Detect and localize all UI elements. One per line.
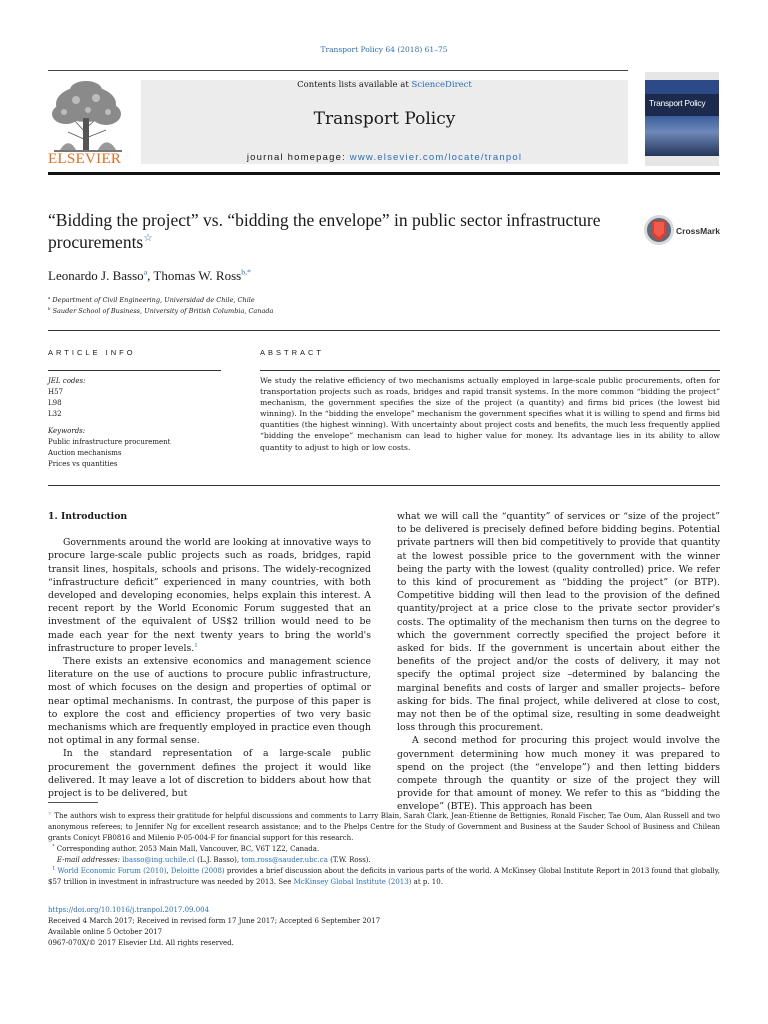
article-history: [48, 905, 720, 949]
body-paragraph: In the standard representation of a large-scale public procurement the government defines the project it would like delivered. It may leave a lot of discretion to bidders about how that project is to be delivered, but: [48, 748, 371, 800]
body-paragraph: [48, 536, 371, 655]
body-paragraph-text: Governments around the world are looking at innovative ways to procure large-scale public projects such as roads, bridges, rapid transit lines, hospitals, schools and prisons. The widely-recognized “infrastructure deficit” experienced in many countries, with both developed and developing economies, helps explain this interest. A recent report by the World Economic Forum suggested that an investment of the equivalent of US$2 trillion would need to be made each year for the next twenty years to bring the world's infrastructure to proper levels.: [48, 537, 371, 654]
author-separator: ,: [147, 268, 154, 283]
affiliation-b-mark: b: [48, 305, 51, 311]
affiliation-a: [48, 296, 255, 304]
affil-ref-b[interactable]: [241, 268, 251, 277]
abstract-heading-rule: [260, 370, 720, 371]
affiliation-b-text: Sauder School of Business, University of British Columbia, Canada: [52, 307, 274, 315]
footnote-rule: [48, 802, 98, 803]
ref-link-mckinsey[interactable]: McKinsey Global Institute (2013): [293, 878, 412, 886]
copyright: 0967-070X/© 2017 Elsevier Ltd. All rights reserved.: [48, 939, 234, 947]
email-name-basso: (L.J. Basso),: [194, 856, 242, 864]
author-list: [48, 268, 251, 284]
title-footnote-mark[interactable]: ☆: [143, 233, 153, 245]
header-bottom-rule: [48, 172, 720, 175]
contents-available-line: [141, 80, 628, 90]
footnote-corresponding: [48, 844, 720, 855]
received-dates: Received 4 March 2017; Received in revised form 17 June 2017; Accepted 6 September 2017: [48, 917, 381, 925]
email-link-basso[interactable]: lbasso@ing.uchile.cl: [122, 856, 195, 864]
homepage-prefix: journal homepage:: [246, 152, 350, 163]
keyword: Prices vs quantities: [48, 460, 118, 468]
footnote-corr-mark: *: [52, 843, 55, 849]
affiliation-b: [48, 307, 273, 315]
journal-cover[interactable]: [645, 72, 719, 166]
affil-ref-b-letter[interactable]: b,: [241, 267, 248, 277]
jel-code: L98: [48, 399, 62, 407]
article-title: [48, 209, 608, 253]
abstract-heading: ABSTRACT: [260, 348, 325, 357]
abstract-text: We study the relative efficiency of two mechanisms actually employed in large-scale public procurements, often for transportation projects such as roads, bridges and rapid transit systems. In the more common “bidding the project” mechanism, the government specifies the size of the project (a quantity) and firms bid prices (the lowest bid winning). In the “bidding the envelope” mechanism the government specifies what it is willing to spend and firms bid quantities (the highest winning). With uncertainty about project costs and benefits, the much less frequently applied “bidding the envelope” mechanism can lead to higher value for money. Its advantage lies in its ability to allow quantity to adjust to high or low costs.: [260, 376, 720, 452]
abstract-bottom-rule: [48, 485, 720, 486]
author-basso: Leonardo J. Basso: [48, 268, 144, 283]
affiliation-a-text: Department of Civil Engineering, Universidad de Chile, Chile: [52, 296, 255, 304]
jel-code: L32: [48, 410, 62, 418]
affiliation-a-mark: a: [48, 294, 51, 300]
doi-link[interactable]: https://doi.org/10.1016/j.tranpol.2017.09.004: [48, 906, 210, 914]
footnote-acknowledgement-text: The authors wish to express their gratitude for helpful discussions and comments to Larry Blain, Sarah Clark, Jean-Etienne de Bettignies, Ronald Fischer, Tae Oum, Alan Russell and two anonymous referees; to Jennifer Ng for excellent research assistance; and to the Phelps Centre for the Study of Government and Business at the Sauder School of Business and Chilean grants Conicyt FB0816 and Milenio P-05-004-F for financial support for this research.: [48, 812, 720, 842]
body-paragraph: what we will call the “quantity” of services or “size of the project” to be delivered is precisely defined before bidding begins. Potential private partners will then bid competitively to provide that quantity at the lowest possible price to the government with the winner being the party with the lowest (quality controlled) price. We refer to this kind of procurement as “bidding the project” (or BTP). Competitive bidding will then lead to the provision of the defined quantity/project at a price close to the private sector provider's costs. The optimality of the mechanism then turns on the degree to which the government correctly specified the project before it asked for bids. If the government is uncertain about either the benefits of the project and/or the costs of delivery, it may not specify the optimal project size –determined by balancing the marginal benefits and costs of larger and smaller projects– before asking for bids. The final project, while delivered at close to cost, may not then be of the optimal size, resulting in some deadweight loss through this procurement.: [397, 511, 720, 734]
ref-link-deloitte[interactable]: Deloitte (2008): [170, 867, 225, 875]
cover-title: Transport Policy: [649, 98, 706, 108]
contents-prefix: Contents lists available at: [297, 80, 412, 90]
body-column-right: [397, 510, 720, 814]
corresponding-author-mark[interactable]: *: [247, 267, 251, 277]
elsevier-wordmark: ELSEVIER: [48, 151, 122, 167]
author-ross: Thomas W. Ross: [153, 268, 242, 283]
info-top-rule: [48, 330, 720, 331]
email-name-ross: (T.W. Ross).: [327, 856, 371, 864]
affil-ref-a[interactable]: a: [143, 267, 148, 277]
sciencedirect-link[interactable]: ScienceDirect: [411, 80, 472, 90]
jel-code: H57: [48, 388, 64, 396]
keyword: Public infrastructure procurement: [48, 438, 171, 446]
footnote-1-text: provides a brief discussion about the deficits in various parts of the world. A McKinsey Global Institute Report in 2013 found that globally, $57 trillion in investment in infrastructure was needed by 2013. See: [48, 867, 720, 886]
footnote-1-mark: 1: [52, 865, 56, 871]
section-heading: 1. Introduction: [48, 511, 128, 522]
keywords-label: Keywords:: [48, 427, 86, 435]
info-heading-rule: [48, 370, 221, 371]
article-info-heading: ARTICLE INFO: [48, 348, 136, 357]
footnotes: [48, 811, 720, 888]
header-top-rule: [48, 70, 628, 71]
footnote-1-end: at p. 10.: [411, 878, 443, 886]
homepage-link[interactable]: www.elsevier.com/locate/tranpol: [349, 152, 523, 163]
body-column-left: [48, 510, 371, 800]
footnote-acknowledgement: [48, 811, 720, 844]
footnote-emails: [48, 855, 720, 866]
footnote-ref-1[interactable]: 1: [194, 642, 198, 649]
article-title-text: “Bidding the project” vs. “bidding the envelope” in public sector infrastructure procurements: [48, 210, 601, 252]
jel-label: JEL codes:: [48, 377, 86, 385]
keyword: Auction mechanisms: [48, 449, 122, 457]
body-paragraph: There exists an extensive economics and management science literature on the use of auctions to procure public infrastructure, most of which focuses on the design and properties of optimal or near optimal mechanisms. In contrast, the purpose of this paper is to explore the cost and efficiency properties of two very basic mechanisms which are frequently employed in practice even though not optimal in any formal sense.: [48, 656, 371, 747]
footnote-1: [48, 866, 720, 888]
ref-link-wef[interactable]: World Economic Forum (2010): [57, 867, 167, 875]
body-paragraph: A second method for procuring this project would involve the government determining how much money it was prepared to spend on the project (the “envelope”) and then letting bidders compete through the quantity or size of the project they will provide for that amount of money. We refer to this as “bidding the envelope” (BTE). This approach has been: [397, 735, 720, 813]
crossmark-label[interactable]: CrossMark: [676, 226, 720, 236]
email-label: E-mail addresses:: [56, 856, 120, 864]
footnote-star-mark: ☆: [48, 810, 52, 816]
journal-reference[interactable]: Transport Policy 64 (2018) 61–75: [320, 45, 448, 54]
available-online: Available online 5 October 2017: [48, 928, 163, 936]
journal-title: Transport Policy: [313, 109, 456, 129]
article-info-body: [48, 376, 228, 470]
email-link-ross[interactable]: tom.ross@sauder.ubc.ca: [241, 856, 328, 864]
footnote-1-sep: ,: [166, 867, 171, 875]
journal-homepage-line: [141, 152, 628, 163]
footnote-corresponding-text: Corresponding author. 2053 Main Mall, Vancouver, BC, V6T 1Z2, Canada.: [56, 845, 320, 853]
